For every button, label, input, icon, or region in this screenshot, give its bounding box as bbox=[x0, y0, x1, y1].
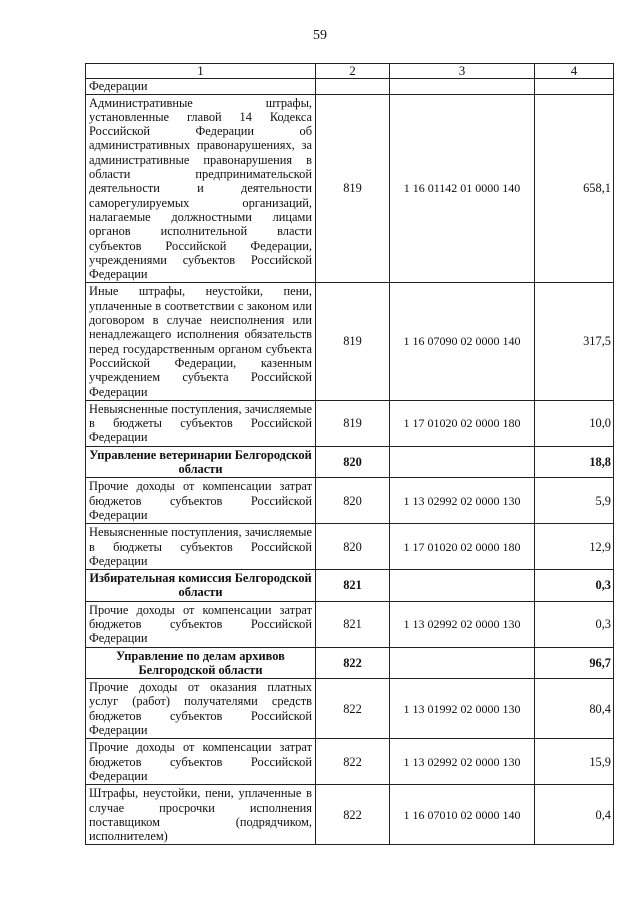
table-row bbox=[86, 478, 614, 524]
row-code: 822 bbox=[316, 679, 390, 739]
row-name: Управление по делам архивов Белгородской области bbox=[86, 647, 316, 679]
row-name: Прочие доходы от компенсации затрат бюджетов субъектов Российской Федерации bbox=[86, 601, 316, 647]
table-row bbox=[86, 601, 614, 647]
row-code: 821 bbox=[316, 570, 390, 602]
row-name: Невыясненные поступления, зачисляемые в бюджеты субъектов Российской Федерации bbox=[86, 524, 316, 570]
row-amount: 5,9 bbox=[535, 478, 614, 524]
row-name: Иные штрафы, неустойки, пени, уплаченные в соответствии с законом или договором в случае неисполнения или ненадлежащего исполнения обязательств перед государственным органом субъекта Российской Федерации, казенным учреждением субъекта Российской Федерации bbox=[86, 283, 316, 400]
row-amount: 12,9 bbox=[535, 524, 614, 570]
row-name: Избирательная комиссия Белгородской области bbox=[86, 570, 316, 602]
row-code: 819 bbox=[316, 94, 390, 283]
organization-row bbox=[86, 570, 614, 602]
row-kbk bbox=[390, 647, 535, 679]
row-code: 819 bbox=[316, 400, 390, 446]
row-code: 820 bbox=[316, 478, 390, 524]
row-amount: 317,5 bbox=[535, 283, 614, 400]
row-code: 820 bbox=[316, 446, 390, 478]
column-header: 1 bbox=[86, 64, 316, 79]
row-kbk: 1 17 01020 02 0000 180 bbox=[390, 400, 535, 446]
row-amount: 0,3 bbox=[535, 601, 614, 647]
table-row bbox=[86, 785, 614, 845]
row-code: 821 bbox=[316, 601, 390, 647]
organization-row bbox=[86, 446, 614, 478]
row-name: Штрафы, неустойки, пени, уплаченные в случае просрочки исполнения поставщиком (подрядчиком, исполнителем) bbox=[86, 785, 316, 845]
row-kbk bbox=[390, 446, 535, 478]
row-kbk: 1 17 01020 02 0000 180 bbox=[390, 524, 535, 570]
column-header: 4 bbox=[535, 64, 614, 79]
continued-row bbox=[86, 79, 614, 94]
row-amount: 0,4 bbox=[535, 785, 614, 845]
table-row bbox=[86, 400, 614, 446]
row-amount: 15,9 bbox=[535, 739, 614, 785]
row-name: Прочие доходы от компенсации затрат бюджетов субъектов Российской Федерации bbox=[86, 478, 316, 524]
row-kbk: 1 13 01992 02 0000 130 bbox=[390, 679, 535, 739]
table-row bbox=[86, 524, 614, 570]
column-header: 2 bbox=[316, 64, 390, 79]
row-name: Административные штрафы, установленные главой 14 Кодекса Российской Федерации об административных правонарушениях, за административные правонарушения в области предпринимательской деятельности и деятельности саморегулируемых организаций, налагаемые должностными лицами органов исполнительной власти субъектов Российской Федерации, учреждениями субъектов Российской Федерации bbox=[86, 94, 316, 283]
row-kbk: 1 16 07090 02 0000 140 bbox=[390, 283, 535, 400]
row-amount: 96,7 bbox=[535, 647, 614, 679]
row-name: Прочие доходы от компенсации затрат бюджетов субъектов Российской Федерации bbox=[86, 739, 316, 785]
row-amount: 0,3 bbox=[535, 570, 614, 602]
table-row bbox=[86, 679, 614, 739]
table-header-row bbox=[86, 64, 614, 79]
revenue-table bbox=[85, 63, 614, 845]
row-kbk: 1 16 07010 02 0000 140 bbox=[390, 785, 535, 845]
row-kbk: 1 13 02992 02 0000 130 bbox=[390, 601, 535, 647]
row-code: 822 bbox=[316, 647, 390, 679]
row-code: 819 bbox=[316, 283, 390, 400]
row-amount: 80,4 bbox=[535, 679, 614, 739]
row-kbk: 1 13 02992 02 0000 130 bbox=[390, 739, 535, 785]
table-row bbox=[86, 739, 614, 785]
table-row bbox=[86, 283, 614, 400]
row-name: Прочие доходы от оказания платных услуг (работ) получателями средств бюджетов субъектов Российской Федерации bbox=[86, 679, 316, 739]
row-amount: 658,1 bbox=[535, 94, 614, 283]
row-name: Невыясненные поступления, зачисляемые в бюджеты субъектов Российской Федерации bbox=[86, 400, 316, 446]
table-row bbox=[86, 94, 614, 283]
row-amount: 18,8 bbox=[535, 446, 614, 478]
row-kbk: 1 13 02992 02 0000 130 bbox=[390, 478, 535, 524]
row-kbk: 1 16 01142 01 0000 140 bbox=[390, 94, 535, 283]
continued-label: Федерации bbox=[86, 79, 316, 94]
row-kbk bbox=[390, 570, 535, 602]
row-name: Управление ветеринарии Белгородской области bbox=[86, 446, 316, 478]
row-code: 822 bbox=[316, 739, 390, 785]
row-code: 822 bbox=[316, 785, 390, 845]
column-header: 3 bbox=[390, 64, 535, 79]
page-number: 59 bbox=[313, 28, 327, 43]
organization-row bbox=[86, 647, 614, 679]
row-amount: 10,0 bbox=[535, 400, 614, 446]
row-code: 820 bbox=[316, 524, 390, 570]
